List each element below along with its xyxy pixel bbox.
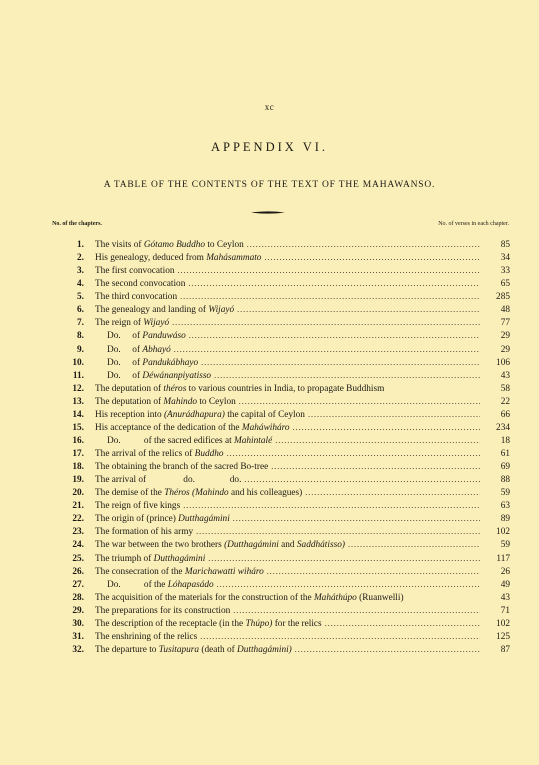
title-text: The consecration of the — [95, 566, 185, 577]
leader-dots — [196, 525, 480, 538]
title-text: The second convocation — [95, 279, 186, 290]
leader-dots — [325, 617, 480, 630]
title-italic: Déwánanpiyatisso — [142, 370, 212, 381]
leader-dots — [305, 486, 480, 499]
chapter-title — [84, 474, 241, 487]
title-italic: Dutthagámini — [178, 514, 230, 525]
verse-count: 234 — [496, 422, 510, 433]
chapter-number: 29. — [72, 605, 84, 616]
title-text: and — [278, 540, 297, 551]
chapter-title — [84, 278, 185, 291]
chapter-row — [50, 499, 510, 512]
chapter-number: 5. — [77, 292, 84, 303]
chapter-title — [84, 618, 322, 631]
chapter-title — [84, 526, 193, 539]
title-text: (death of — [199, 644, 238, 655]
title-italic: Panduwáso — [142, 331, 186, 342]
title-text: Do. of — [107, 370, 143, 381]
leader-dots — [200, 630, 480, 643]
leader-dots — [178, 264, 480, 277]
leader-dots — [217, 578, 480, 591]
title-text: The arrival of the relics of — [95, 449, 195, 459]
chapter-number: 2. — [77, 253, 84, 264]
chapter-number: 32. — [72, 644, 84, 655]
title-text: The first convocation — [95, 266, 175, 277]
title-text: The reign of — [95, 318, 144, 329]
verse-count: 88 — [500, 475, 510, 486]
chapter-row — [50, 591, 510, 604]
verse-count: 43 — [500, 592, 510, 603]
title-text: The formation of his army — [95, 527, 194, 538]
leader-dots — [348, 538, 480, 551]
title-italic: (Anurádhapura) — [163, 409, 225, 420]
chapter-title — [84, 644, 292, 657]
chapter-row — [50, 578, 510, 591]
leader-dots — [239, 395, 480, 408]
chapter-row — [50, 604, 510, 617]
title-italic: (Dutthagámini — [224, 540, 279, 551]
verse-count: 18 — [500, 435, 510, 446]
chapter-title — [84, 357, 198, 370]
title-italic: Pandukábhayo — [142, 357, 199, 368]
leader-dots — [275, 434, 480, 447]
chapter-row — [50, 277, 510, 290]
chapter-number: 25. — [72, 553, 84, 564]
chapter-number: 6. — [77, 305, 84, 316]
chapter-title — [84, 422, 290, 435]
title-italic: Wijayó — [208, 305, 235, 316]
verse-count: 49 — [500, 579, 510, 590]
chapter-row — [50, 343, 510, 356]
title-text: The departure to — [95, 644, 159, 655]
chapter-row — [50, 630, 510, 643]
title-text: Do. of — [107, 344, 143, 355]
table-subtitle: A TABLE OF THE CONTENTS OF THE TEXT OF THE MAHAWANSO. — [103, 180, 436, 190]
title-italic: Mahásammato — [206, 253, 262, 264]
title-text: The obtaining the branch of the sacred Bo-tree — [95, 462, 269, 473]
title-italic: Buddho — [194, 449, 224, 459]
title-text: (Ruanwelli) — [356, 592, 404, 603]
title-text: to Ceylon — [197, 396, 236, 407]
chapter-title — [84, 579, 214, 592]
title-italic: Mahintalé — [234, 435, 273, 446]
leader-dots — [172, 316, 480, 329]
chapter-number: 17. — [72, 449, 84, 459]
title-italic: Théros (Mahindo — [164, 488, 229, 499]
chapter-row — [50, 329, 510, 342]
chapter-row — [50, 421, 510, 434]
title-text: The triumph of — [95, 553, 154, 564]
chapter-row — [50, 356, 510, 369]
verse-count: 58 — [500, 383, 510, 394]
chapter-row — [50, 434, 510, 447]
chapter-number: 7. — [77, 318, 84, 329]
verse-count: 102 — [496, 527, 510, 538]
contents-table — [50, 238, 510, 656]
title-italic: Maháwiháro — [241, 422, 290, 433]
chapter-row — [50, 525, 510, 538]
title-italic: Abhayó — [142, 344, 171, 355]
verse-count: 22 — [500, 396, 510, 407]
title-text: Do. of — [107, 357, 143, 368]
chapter-title — [84, 265, 175, 278]
chapter-row — [50, 512, 510, 525]
title-text: The preparations for its construction — [95, 605, 231, 616]
verse-count: 63 — [500, 501, 510, 512]
chapter-title — [84, 252, 261, 265]
leader-dots — [237, 303, 480, 316]
verse-count: 87 — [500, 644, 510, 655]
title-text: The acquisition of the materials for the construction of the — [95, 592, 314, 603]
title-text: The reign of five kings — [95, 501, 181, 512]
chapter-number: 18. — [72, 462, 84, 473]
chapter-title — [84, 605, 230, 618]
chapter-row — [50, 303, 510, 316]
chapter-title — [84, 330, 186, 343]
title-text: His acceptance of the dedication of the — [95, 422, 242, 433]
title-text: to Ceylon — [205, 240, 244, 250]
chapter-row — [50, 251, 510, 264]
title-italic: Mahindo — [163, 396, 197, 407]
leader-dots — [188, 277, 480, 290]
chapter-row — [50, 538, 510, 551]
chapter-number: 8. — [77, 331, 84, 342]
chapter-number: 3. — [77, 266, 84, 277]
verse-count: 106 — [496, 357, 510, 368]
verse-count: 43 — [500, 370, 510, 381]
title-text: for the relics — [272, 618, 322, 629]
title-text: The visits of — [95, 240, 144, 250]
chapter-title — [84, 592, 404, 605]
page-number: xc — [264, 102, 275, 112]
leader-dots — [295, 643, 480, 656]
verse-count: 89 — [500, 514, 510, 525]
chapter-title — [84, 461, 268, 474]
verse-count: 66 — [500, 409, 510, 420]
verse-count: 117 — [496, 553, 510, 564]
chapter-row — [50, 408, 510, 421]
verse-count: 29 — [500, 344, 510, 355]
chapter-row — [50, 447, 510, 460]
title-italic: Gótamo Buddho — [143, 240, 206, 250]
chapter-row — [50, 264, 510, 277]
leader-dots — [264, 251, 480, 264]
title-italic: Lóhapasádo — [167, 579, 214, 590]
title-text: The third convocation — [95, 292, 178, 303]
chapter-row — [50, 290, 510, 303]
leader-dots — [180, 290, 480, 303]
chapter-title — [84, 383, 384, 396]
title-text: to various countries in India, to propagate Buddhism — [186, 383, 385, 394]
chapter-number: 14. — [72, 409, 84, 420]
verse-count: 48 — [500, 305, 510, 316]
verse-count: 85 — [500, 240, 510, 250]
appendix-heading: APPENDIX VI. — [210, 140, 329, 154]
chapter-number: 30. — [72, 618, 84, 629]
chapter-title — [84, 448, 224, 461]
chapter-number: 26. — [72, 566, 84, 577]
verse-count: 59 — [500, 540, 510, 551]
chapter-title — [84, 304, 234, 317]
title-text: Do. of the — [107, 579, 168, 590]
verse-count: 29 — [500, 331, 510, 342]
leader-dots — [271, 460, 480, 473]
chapter-title — [84, 317, 169, 330]
chapter-row — [50, 486, 510, 499]
verse-count: 77 — [500, 318, 510, 329]
chapter-title — [84, 631, 197, 644]
chapter-title — [84, 370, 211, 383]
chapter-number: 16. — [72, 435, 84, 446]
title-italic: Dutthagámini) — [237, 644, 292, 655]
leader-dots — [201, 356, 480, 369]
chapter-title — [84, 553, 205, 566]
title-text: The demise of the — [95, 488, 165, 499]
chapter-number: 9. — [77, 344, 84, 355]
chapter-number: 21. — [72, 501, 84, 512]
chapter-title — [84, 409, 305, 422]
verse-count: 26 — [500, 566, 510, 577]
title-text: the capital of Ceylon — [224, 409, 305, 420]
verse-count: 59 — [500, 488, 510, 499]
title-italic: Tusitapura — [158, 644, 200, 655]
leader-dots — [308, 408, 480, 421]
chapter-row — [50, 460, 510, 473]
chapter-title — [84, 500, 180, 513]
title-text: Do. of the sacred edifices at — [107, 435, 235, 446]
chapter-number: 19. — [72, 475, 84, 486]
chapter-title — [84, 435, 272, 448]
title-text: The war between the two brothers — [95, 540, 225, 551]
chapter-title — [84, 344, 171, 357]
title-text: and his colleagues) — [228, 488, 303, 499]
leader-dots — [233, 604, 480, 617]
leader-dots — [183, 499, 480, 512]
title-italic: théros — [163, 383, 187, 394]
verse-count: 33 — [500, 266, 510, 277]
title-text: The deputation of — [95, 396, 164, 407]
chapter-title — [84, 396, 236, 409]
ornamental-rule — [251, 211, 285, 214]
title-text: The origin of (prince) — [95, 514, 179, 525]
leader-dots — [227, 447, 480, 460]
chapter-row — [50, 395, 510, 408]
verse-count: 61 — [500, 449, 510, 459]
chapter-title — [84, 487, 302, 500]
title-italic: Marichawatti wiháro — [184, 566, 264, 577]
leader-dots — [244, 473, 480, 486]
chapter-number: 31. — [72, 631, 84, 642]
title-text: The arrival of do. do. — [95, 475, 242, 486]
verse-count: 125 — [496, 631, 510, 642]
chapter-number: 22. — [72, 514, 84, 525]
title-text: His reception into — [95, 409, 164, 420]
chapter-row — [50, 643, 510, 656]
chapter-number: 11. — [72, 370, 84, 381]
verse-count: 285 — [496, 292, 510, 303]
verse-count: 69 — [500, 462, 510, 473]
leader-dots — [293, 421, 480, 434]
chapter-row — [50, 238, 510, 251]
verse-count: 102 — [496, 618, 510, 629]
chapter-number: 15. — [72, 422, 84, 433]
title-italic: Saddhátisso) — [296, 540, 345, 551]
title-text: Do. of — [107, 331, 143, 342]
chapter-row — [50, 382, 510, 395]
chapter-row — [50, 473, 510, 486]
title-italic: Wijayó — [143, 318, 170, 329]
chapter-number: 1. — [77, 240, 84, 250]
title-text: The deputation of — [95, 383, 164, 394]
leader-dots — [208, 552, 480, 565]
title-italic: Thúpo) — [245, 618, 273, 629]
chapter-row — [50, 369, 510, 382]
chapter-number: 10. — [72, 357, 84, 368]
chapters-column-header: No. of the chapters. — [52, 221, 102, 227]
title-italic: Dutthagámini — [153, 553, 206, 564]
chapter-row — [50, 617, 510, 630]
chapter-row — [50, 565, 510, 578]
title-text: The description of the receptacle (in the — [95, 618, 246, 629]
chapter-number: 23. — [72, 527, 84, 538]
leader-dots — [214, 369, 480, 382]
title-text: The genealogy and landing of — [95, 305, 209, 316]
title-text: His genealogy, deduced from — [95, 253, 207, 264]
chapter-number: 12. — [72, 383, 84, 394]
chapter-number: 24. — [72, 540, 84, 551]
leader-dots — [174, 343, 480, 356]
chapter-row — [50, 316, 510, 329]
chapter-title — [84, 513, 230, 526]
chapter-title — [84, 291, 177, 304]
verses-column-header: No. of verses in each chapter. — [438, 221, 509, 227]
chapter-title — [84, 239, 244, 252]
title-italic: Maháthúpo — [313, 592, 357, 603]
chapter-number: 13. — [72, 396, 84, 407]
verse-count: 65 — [500, 279, 510, 290]
leader-dots — [233, 512, 480, 525]
verse-count: 71 — [500, 605, 510, 616]
leader-dots — [247, 238, 480, 251]
chapter-title — [84, 566, 264, 579]
chapter-number: 28. — [72, 592, 84, 603]
leader-dots — [267, 565, 480, 578]
chapter-number: 27. — [72, 579, 84, 590]
chapter-number: 20. — [72, 488, 84, 499]
verse-count: 34 — [500, 253, 510, 264]
chapter-number: 4. — [77, 279, 84, 290]
title-text: The enshrining of the relics — [95, 631, 198, 642]
chapter-row — [50, 552, 510, 565]
chapter-title — [84, 539, 345, 552]
leader-dots — [189, 329, 480, 342]
